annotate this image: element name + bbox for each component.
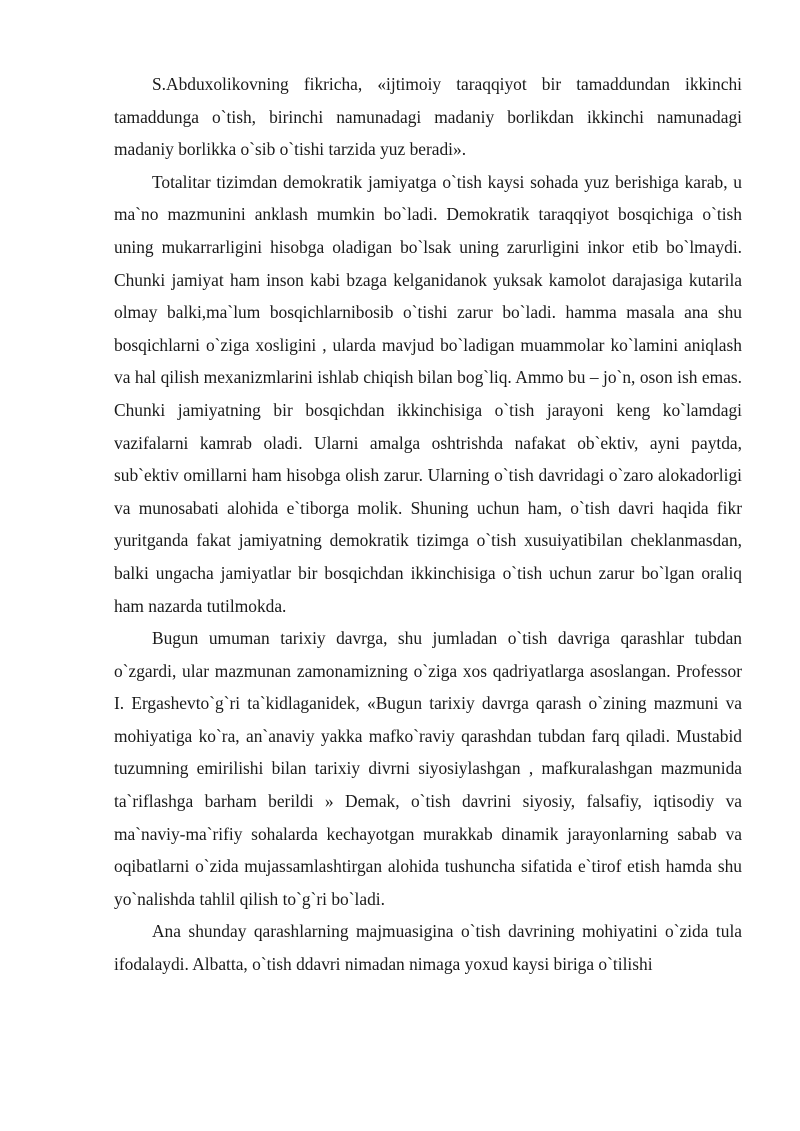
- paragraph-historical-period: Bugun umuman tarixiy davrga, shu jumladan o`tish davriga qarashlar tubdan o`zgardi, ular mazmunan zamonamizning o`ziga xos qadriyatlarga asoslangan. Professor I. Ergashevto`g`ri ta`kidlaganidek, «Bugun tarixiy davrga qarash o`zining mazmuni va mohiyatiga ko`ra, an`anaviy yakka mafko`raviy qarashdan tubdan farq qiladi. Mustabid tuzumning emirilishi bilan tarixiy divrni siyosiylashgan , mafkuralashgan mazmunida ta`riflashga barham berildi » Demak, o`tish davrini siyosiy, falsafiy, iqtisodiy va ma`naviy-ma`rifiy sohalarda kechayotgan murakkab dinamik jarayonlarning sabab va oqibatlarni o`zida mujassamlashtirgan alohida tushuncha sifatida e`tirof etish hamda shu yo`nalishda tahlil qilish to`g`ri bo`ladi.: [114, 628, 742, 909]
- document-page: [114, 68, 742, 981]
- paragraph-totalitar-transition: Totalitar tizimdan demokratik jamiyatga o`tish kaysi sohada yuz berishiga karab, u ma`no mazmunini anklash mumkin bo`ladi. Demokratik taraqqiyot bosqichiga o`tish uning mukarrarligini hisobga oladigan bo`lsak uning zarurligini inkor etib bo`lmaydi. Chunki jamiyat ham inson kabi bzaga kelganidanok yuksak kamolot darajasiga kutarila olmay balki,ma`lum bosqichlarnibosib o`tishi zarur bo`ladi. hamma masala ana shu bosqichlarni o`ziga xosligini , ularda mavjud bo`ladigan muammolar ko`lamini aniqlash va hal qilish mexanizmlarini ishlab chiqish bilan bog`liq. Ammo bu – jo`n, oson ish emas. Chunki jamiyatning bir bosqichdan ikkinchisiga o`tish jarayoni keng ko`lamdagi vazifalarni kamrab oladi. Ularni amalga oshtrishda nafakat ob`ektiv, ayni paytda, sub`ektiv omillarni ham hisobga olish zarur. Ularning o`tish davridagi o`zaro alokadorligi va munosabati alohida e`tiborga molik. Shuning uchun ham, o`tish davri haqida fikr yuritganda fakat jamiyatning demokratik tizimga o`tish xusuiyatibilan cheklanmasdan, balki ungacha jamiyatlar bir bosqichdan ikkinchisiga o`tish uchun zarur bo`lgan oraliq ham nazarda tutilmokda.: [114, 171, 742, 616]
- paragraph-abduxolikov-quote: S.Abduxolikovning fikricha, «ijtimoiy taraqqiyot bir tamaddundan ikkinchi tamaddunga o`tish, birinchi namunadagi madaniy borlikdan ikkinchi namunadagi madaniy borlikka o`sib o`tishi tarzida yuz beradi».: [114, 74, 742, 160]
- paragraph-views-summary: Ana shunday qarashlarning majmuasigina o`tish davrining mohiyatini o`zida tula ifodalaydi. Albatta, o`tish ddavri nimadan nimaga yoxud kaysi biriga o`tilishi: [114, 921, 742, 975]
